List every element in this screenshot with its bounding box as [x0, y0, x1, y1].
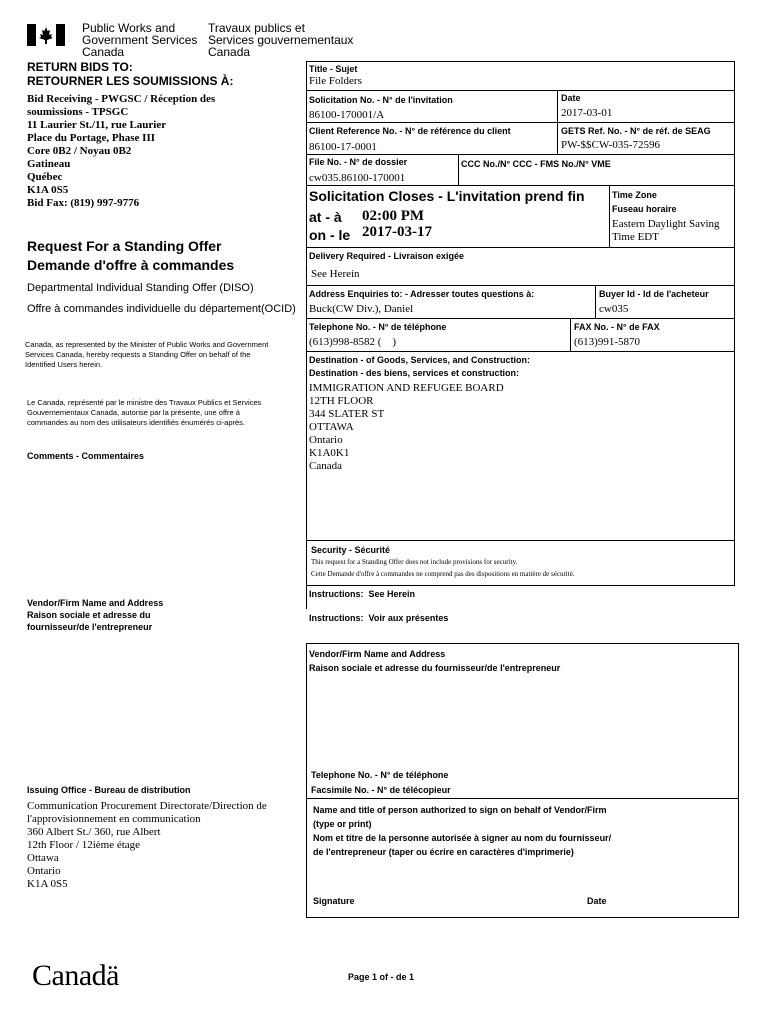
- canada-flag-icon: [27, 24, 65, 46]
- on-label: on - le: [309, 227, 351, 243]
- dept-en-line-3: Canada: [82, 45, 125, 59]
- time-zone-value: Eastern Daylight Saving Time EDT: [612, 218, 720, 243]
- form-left-border: [306, 61, 307, 609]
- issuing-office-label: Issuing Office - Bureau de distribution: [27, 785, 191, 795]
- title-label: Title - Sujet: [309, 64, 358, 74]
- destination-label-en: Destination - of Goods, Services, and Construction:: [309, 355, 531, 365]
- return-bids-title-fr: RETOURNER LES SOUMISSIONS À:: [27, 74, 234, 88]
- security-text-fr: Cette Demande d'offre à commandes ne comprend pas des dispositions en matière de sécurité.: [311, 570, 575, 578]
- time-zone-label-fr: Fuseau horaire: [612, 204, 677, 214]
- authorized-person-field[interactable]: [313, 862, 733, 892]
- title-value: File Folders: [309, 75, 362, 87]
- page-number: Page 1 of - de 1: [348, 972, 415, 982]
- vendor-fax-field[interactable]: [470, 783, 735, 797]
- divider: [306, 285, 735, 286]
- divider: [306, 798, 739, 799]
- divider: [458, 154, 459, 185]
- instructions-en: Instructions: See Herein: [309, 589, 416, 599]
- telephone-value: (613)998-8582 ( ): [309, 336, 397, 348]
- at-label: at - à: [309, 209, 342, 225]
- destination-value: IMMIGRATION AND REFUGEE BOARD 12TH FLOOR 344 SLATER ST OTTAWA Ontario K1A0K1 Canada: [309, 382, 504, 472]
- signature-date-label: Date: [587, 896, 607, 906]
- divider: [306, 247, 735, 248]
- divider: [570, 318, 571, 351]
- signature-label: Signature: [313, 896, 355, 906]
- telephone-label: Telephone No. - N° de téléphone: [309, 322, 447, 332]
- date-label: Date: [561, 93, 581, 103]
- at-value: 02:00 PM: [362, 208, 425, 224]
- on-value: 2017-03-17: [362, 224, 432, 240]
- vendor-left-label: Vendor/Firm Name and Address Raison sociale et adresse du fournisseur/de l'entrepreneur: [27, 598, 164, 632]
- instructions-fr: Instructions: Voir aux présentes: [309, 613, 449, 623]
- department-name-en: [82, 22, 197, 58]
- authorized-person-label: Name and title of person authorized to sign on behalf of Vendor/Firm (type or print) Nom et titre de la personne autorisée à signer au nom du fournisseur/ de l'entrepreneur (taper ou écrire en caractères d'imprimerie): [313, 805, 612, 857]
- signature-date-field[interactable]: [612, 892, 732, 910]
- time-zone-label-en: Time Zone: [612, 190, 657, 200]
- divider: [306, 90, 735, 91]
- divider: [306, 318, 735, 319]
- enquiries-label: Address Enquiries to: - Adresser toutes questions à:: [309, 289, 535, 299]
- divider: [306, 585, 735, 586]
- date-value: 2017-03-01: [561, 107, 613, 119]
- diso-en: Departmental Individual Standing Offer (DISO): [27, 282, 254, 294]
- security-label: Security - Sécurité: [311, 545, 391, 555]
- issuing-office-address: Communication Procurement Directorate/Direction de l'approvisionnement en communication 360 Albert St./ 360, rue Albert 12th Floor / 12ième étage Ottawa Ontario K1A 0S5: [27, 800, 267, 890]
- enquiries-value: Buck(CW Div.), Daniel: [309, 303, 414, 315]
- gets-label: GETS Ref. No. - N° de réf. de SEAG: [561, 126, 711, 136]
- request-title-fr: Demande d'offre à commandes: [27, 257, 235, 273]
- request-title: [27, 237, 234, 275]
- divider: [306, 351, 735, 352]
- closes-label: Solicitation Closes - L'invitation prend fin: [309, 188, 585, 204]
- bid-receiving-address: Bid Receiving - PWGSC / Réception des soumissions - TPSGC 11 Laurier St./11, rue Laurier Place du Portage, Phase III Core 0B2 / Noyau 0B2 Gatineau Québec K1A 0S5 Bid Fax: (819) 997-9776: [27, 93, 216, 209]
- client-ref-value: 86100-17-0001: [309, 141, 377, 153]
- divider: [595, 285, 596, 318]
- diso-fr: Offre à commandes individuelle du département(OCID): [27, 303, 296, 315]
- delivery-label: Delivery Required - Livraison exigée: [309, 251, 465, 261]
- vendor-name-address-field[interactable]: [308, 676, 737, 766]
- form-right-border: [734, 61, 735, 586]
- delivery-value: See Herein: [311, 268, 360, 280]
- client-ref-label: Client Reference No. - N° de référence du client: [309, 126, 511, 136]
- dept-en-line-2: Government Services: [82, 33, 198, 47]
- security-text-en: This request for a Standing Offer does not include provisions for security.: [311, 558, 518, 566]
- statement-fr: Le Canada, représenté par le ministre des Travaux Publics et Services Gouvernementaux Canada, autorise par la présente, une offre à commandes au nom des utilisateurs identifiés énumérés ci-après.: [27, 398, 262, 427]
- destination-label-fr: Destination - des biens, services et construction:: [309, 368, 520, 378]
- signature-field[interactable]: [370, 892, 580, 910]
- divider: [306, 122, 735, 123]
- divider: [609, 185, 610, 247]
- ccc-label: CCC No./N° CCC - FMS No./N° VME: [461, 159, 611, 169]
- solicitation-value: 86100-170001/A: [309, 109, 385, 121]
- return-bids-title: [27, 60, 233, 88]
- comments-label: Comments - Commentaires: [27, 451, 145, 461]
- request-title-en: Request For a Standing Offer: [27, 238, 222, 254]
- dept-fr-line-3: Canada: [208, 45, 251, 59]
- statement-en: Canada, as represented by the Minister of Public Works and Government Services Canada, hereby requests a Standing Offer on behalf of the Identified Users herein.: [25, 340, 269, 369]
- buyer-id-label: Buyer Id - Id de l'acheteur: [599, 289, 709, 299]
- vendor-box-label-2: Raison sociale et adresse du fournisseur/de l'entrepreneur: [309, 663, 561, 673]
- dept-fr-line-1: Travaux publics et: [208, 21, 305, 35]
- divider: [306, 185, 735, 186]
- canada-wordmark: Canadä: [32, 959, 119, 992]
- solicitation-label: Solicitation No. - N° de l'invitation: [309, 95, 453, 105]
- divider: [306, 540, 735, 541]
- vendor-telephone-label: Telephone No. - N° de téléphone: [311, 770, 449, 780]
- form-top-border: [306, 61, 735, 62]
- dept-fr-line-2: Services gouvernementaux: [208, 33, 354, 47]
- file-no-label: File No. - N° de dossier: [309, 157, 408, 167]
- dept-en-line-1: Public Works and: [82, 21, 176, 35]
- department-name-fr: [208, 22, 353, 58]
- vendor-fax-label: Facsimile No. - N° de télécopieur: [311, 785, 451, 795]
- fax-label: FAX No. - N° de FAX: [574, 322, 660, 332]
- gets-value: PW-$$CW-035-72596: [561, 139, 660, 151]
- fax-value: (613)991-5870: [574, 336, 640, 348]
- return-bids-title-en: RETURN BIDS TO:: [27, 60, 133, 74]
- divider: [306, 154, 735, 155]
- file-no-value: cw035.86100-170001: [309, 172, 406, 184]
- vendor-telephone-field[interactable]: [470, 768, 735, 782]
- vendor-box-label-1: Vendor/Firm Name and Address: [309, 649, 446, 659]
- buyer-id-value: cw035: [599, 303, 629, 315]
